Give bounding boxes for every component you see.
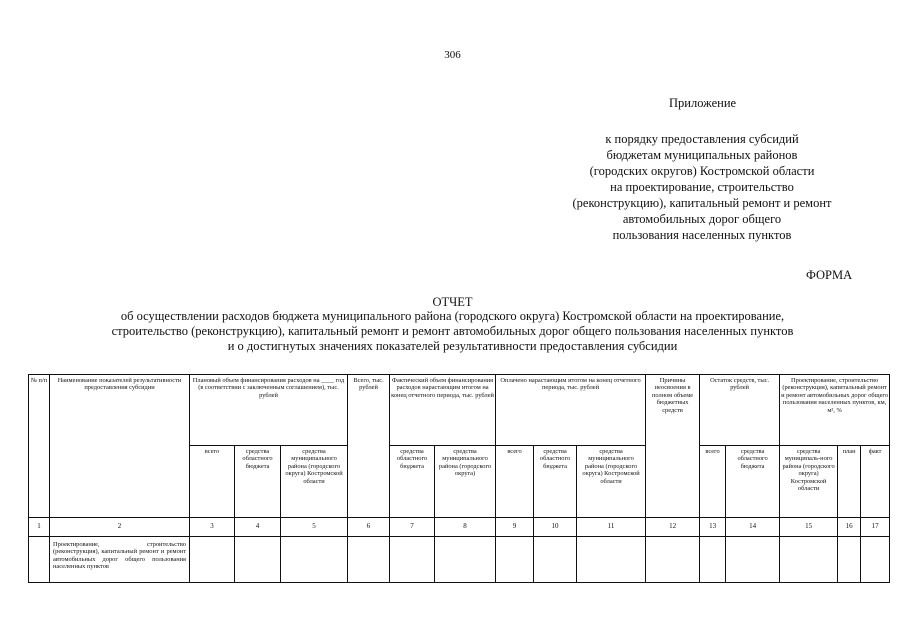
form-label: ФОРМА [806,268,853,282]
appendix-line: бюджетам муниципальных районов [606,148,798,162]
report-subtitle-line: и о достигнутых значениях показателей результативности предоставления субсидии [227,339,678,353]
column-number: 16 [838,518,861,537]
appendix-text [540,131,864,243]
table-row [29,537,890,583]
empty-cell [496,537,534,583]
column-number-row [29,518,890,537]
subheader-cell: средства муниципального района (городского округа) Костромской области [281,446,348,518]
column-number: 13 [700,518,726,537]
subheader-cell: всего [496,446,534,518]
column-number: 11 [577,518,646,537]
report-subtitle-line: об осуществлении расходов бюджета муниципального района (городского округа) Костромской области на проектирование, [120,309,785,323]
appendix-line: к порядку предоставления субсидий [605,132,799,146]
column-number: 2 [50,518,190,537]
report-subtitle-line: строительство (реконструкцию), капитальный ремонт и ремонт автомобильных дорог общего пользования населенных пунктов [111,324,794,338]
empty-cell [235,537,281,583]
column-number: 9 [496,518,534,537]
header-indicator: Наименование показателей результативности предоставления субсидии [50,375,190,518]
subheader-cell: средства областного бюджета [534,446,577,518]
subheader-cell: факт [861,446,890,518]
header-paid: Оплачено нарастающим итогом на конец отчетного периода, тыс. рублей [496,375,646,446]
column-number: 17 [861,518,890,537]
empty-cell [435,537,496,583]
empty-cell [700,537,726,583]
column-number: 5 [281,518,348,537]
empty-cell [726,537,780,583]
subheader-cell: всего [700,446,726,518]
column-number: 14 [726,518,780,537]
report-subtitle [90,309,815,354]
empty-cell [29,537,50,583]
column-number: 7 [390,518,435,537]
header-design: Проектирование, строительство (реконструкция), капитальный ремонт и ремонт автомобильных дорог общего пользования населенных пунктов, км, м², % [780,375,890,446]
header-actual: Фактический объем финансирования расходов нарастающим итогом на конец отчетного периода, тыс. рублей [390,375,496,446]
empty-cell [577,537,646,583]
appendix-title: Приложение [669,96,737,110]
appendix-line: пользования населенных пунктов [612,228,792,242]
appendix-line: автомобильных дорог общего [622,212,782,226]
header-total: Всего, тыс. рублей [348,375,390,518]
column-number: 15 [780,518,838,537]
subheader-cell: всего [190,446,235,518]
subheader-cell: средства муниципаль-ного района (городского округа) Костромской области [780,446,838,518]
empty-cell [281,537,348,583]
empty-cell [348,537,390,583]
header-num: № п/п [29,375,50,518]
subheader-cell: средства областного бюджета [235,446,281,518]
column-number: 10 [534,518,577,537]
subheader-cell: средства муниципального района (городского округа) [435,446,496,518]
empty-cell [780,537,838,583]
column-number: 12 [646,518,700,537]
appendix-line: (реконструкцию), капитальный ремонт и ремонт [572,196,832,210]
subheader-cell: средства муниципального района (городского округа) Костромской области [577,446,646,518]
empty-cell [861,537,890,583]
report-title: ОТЧЕТ [432,295,473,309]
header-planned: Плановый объем финансирования расходов на ____ год (в соответствии с заключенным соглашением), тыс. рублей [190,375,348,446]
column-number: 6 [348,518,390,537]
empty-cell [390,537,435,583]
appendix-line: (городских округов) Костромской области [589,164,815,178]
page-number: 306 [444,49,461,61]
header-row [29,375,890,446]
subheader-cell: план [838,446,861,518]
header-reasons: Причины неосвоения в полном объеме бюджетных средств [646,375,700,518]
empty-cell [646,537,700,583]
column-number: 3 [190,518,235,537]
indicator-cell: Проектирование, строительство (реконструкция), капитальный ремонт и ремонт автомобильных дорог общего пользования населенных пунктов [50,537,190,583]
column-number: 1 [29,518,50,537]
column-number: 8 [435,518,496,537]
empty-cell [534,537,577,583]
subheader-cell: средства областного бюджета [726,446,780,518]
header-balance: Остаток средств, тыс. рублей [700,375,780,446]
subheader-cell: средства областного бюджета [390,446,435,518]
report-table [28,374,890,583]
column-number: 4 [235,518,281,537]
empty-cell [838,537,861,583]
appendix-line: на проектирование, строительство [610,180,794,194]
empty-cell [190,537,235,583]
